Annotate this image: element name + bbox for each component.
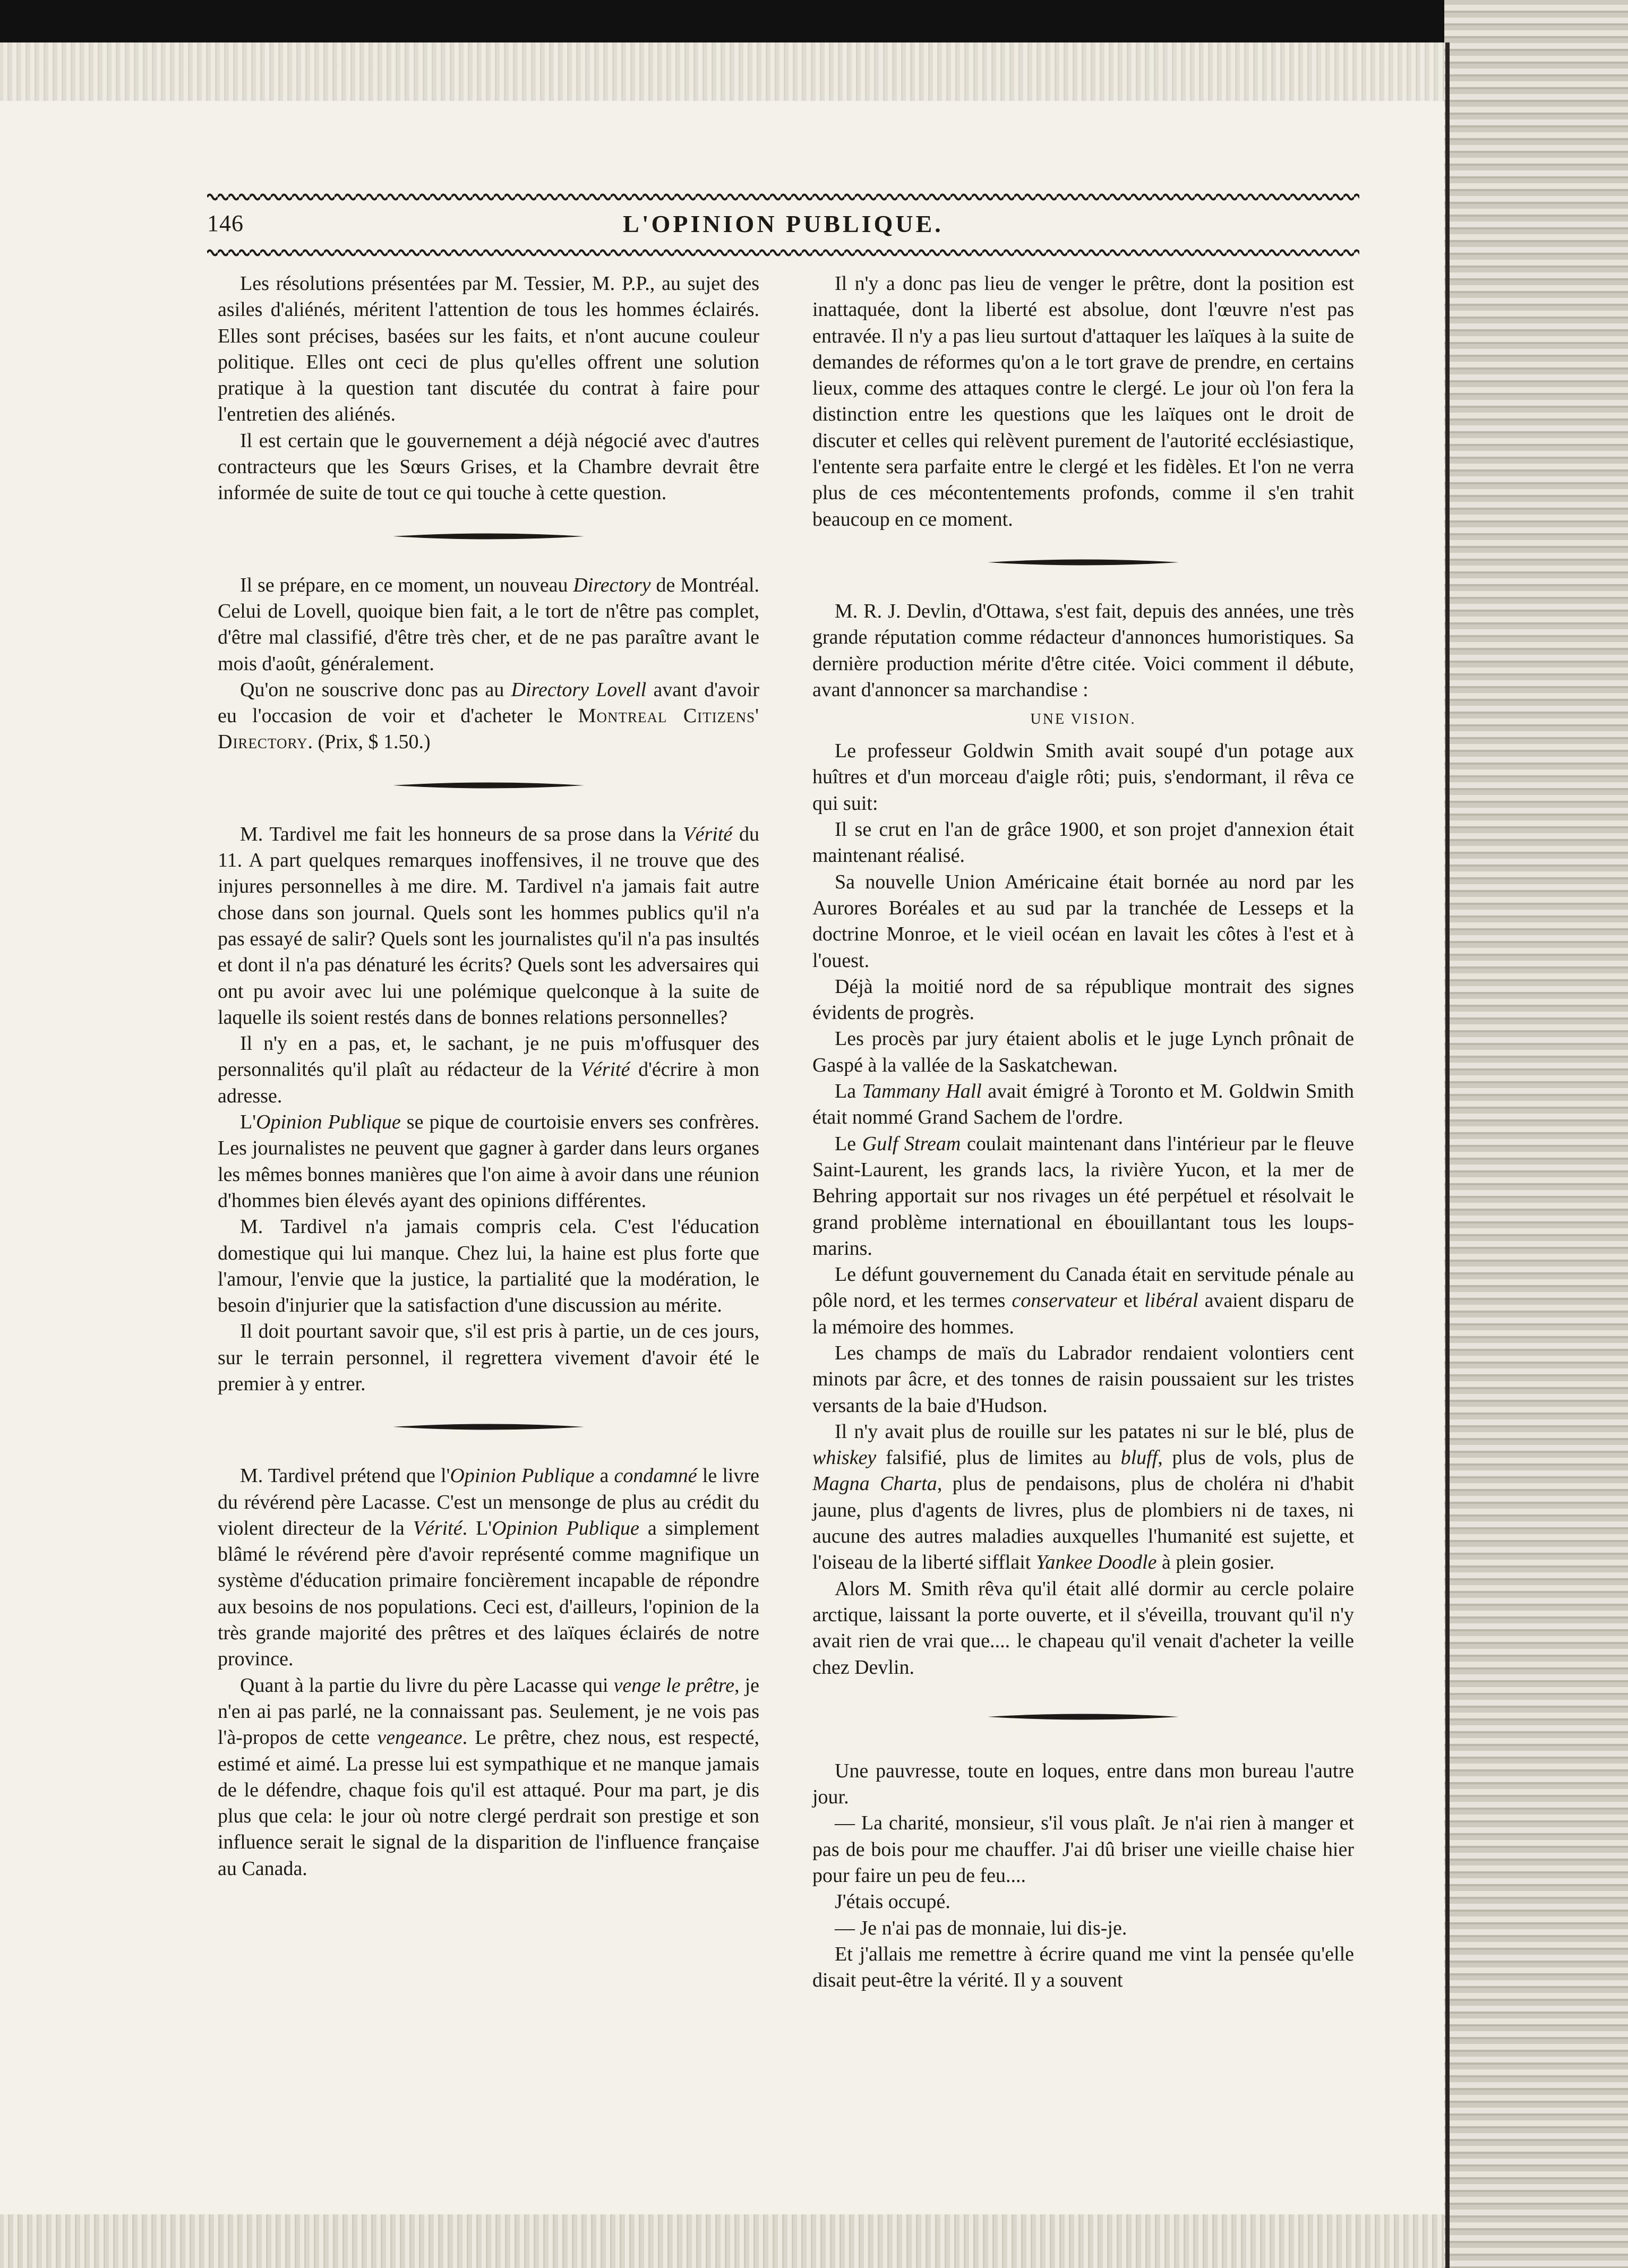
section-separator	[218, 507, 759, 572]
vision-paragraph: Les procès par jury étaient abolis et le juge Lynch prônait de Gaspé à la vallée de la Saskatchewan.	[812, 1028, 1354, 1076]
paragraph-devlin: M. R. J. Devlin, d'Ottawa, s'est fait, depuis des années, une très grande réputation comme rédacteur d'annonces humoristiques. Sa dernière production mérite d'être citée. Voici comment il débute, avant d'annoncer sa marchandise :	[812, 600, 1354, 701]
paragraph-dialogue: — Je n'ai pas de monnaie, lui dis-je.	[835, 1916, 1127, 1939]
vision-paragraph: Le Gulf Stream coulait maintenant dans l'intérieur par le fleuve Saint-Laurent, les grands lacs, la rivière Yucon, et la mer de Behring apportait sur nos rivages un été perpétuel et résolvait le grand problème international en ébouillantant tous les loups-marins.	[812, 1132, 1355, 1260]
vision-paragraph: Le professeur Goldwin Smith avait soupé d'un potage aux huîtres et d'un morceau d'aigle rôti; puis, s'endormant, il rêva ce qui suit:	[812, 740, 1354, 815]
scan-right-edge	[1444, 0, 1628, 2268]
wavy-rule-top	[207, 191, 1359, 203]
vision-paragraph: Le défunt gouvernement du Canada était en servitude pénale au pôle nord, et les termes conservateur et libéral avaient disparu de la mémoire des hommes.	[812, 1263, 1354, 1338]
paragraph-directory: Il se prépare, en ce moment, un nouveau Directory de Montréal. Celui de Lovell, quoique bien fait, a le tort de n'être pas complet, d'être mal classifié, d'être très cher, et de ne pas paraître avant le mois d'août, généralement.	[218, 574, 759, 675]
subhead-une-vision: UNE VISION.	[1030, 711, 1136, 728]
vision-paragraph: Sa nouvelle Union Américaine était bornée au nord par les Aurores Boréales et au sud par la tranchée de Lesseps et la doctrine Monroe, et le vieil océan en lavait les côtes à l'est et à l'ouest.	[812, 870, 1354, 972]
vision-paragraph: Il se crut en l'an de grâce 1900, et son projet d'annexion était maintenant réalisé.	[812, 818, 1354, 867]
scan-top-grain	[0, 42, 1628, 101]
paragraph-directory-lovell: Qu'on ne souscrive donc pas au Directory Lovell avant d'avoir eu l'occasion de voir et d'acheter le Montreal Citizens' Directory. (Prix, $ 1.50.)	[218, 678, 759, 754]
paragraph-soeurs-grises: Il est certain que le gouvernement a déjà négocié avec d'autres contracteurs que les Sœurs Grises, et la Chambre devrait être informée de suite de tout ce qui touche à cette question.	[218, 429, 759, 504]
section-separator	[218, 756, 759, 821]
left-column	[218, 271, 759, 1882]
paragraph-education: M. Tardivel n'a jamais compris cela. C'est l'éducation domestique qui lui manque. Chez lui, la haine est plus forte que l'amour, l'envie que la justice, la partialité que la modération, le besoin d'injurier que la satisfaction d'une discussion au mérite.	[218, 1216, 759, 1317]
journal-title: L'OPINION PUBLIQUE.	[623, 210, 944, 237]
vision-paragraph: Déjà la moitié nord de sa république montrait des signes évidents de progrès.	[812, 975, 1354, 1024]
paragraph-tardivel-personnalites: Il n'y en a pas, et, le sachant, je ne puis m'offusquer des personnalités qu'il plaît au rédacteur de la Vérité d'écrire à mon adresse.	[218, 1032, 759, 1107]
paragraph-dialogue: Et j'allais me remettre à écrire quand me vint la pensée qu'elle disait peut-être la vérité. Il y a souvent	[812, 1942, 1354, 1992]
section-separator	[812, 1681, 1354, 1758]
paragraph-pauvresse: Une pauvresse, toute en loques, entre dans mon bureau l'autre jour.	[812, 1759, 1354, 1809]
page-header	[207, 210, 1359, 244]
scan-bottom-edge	[0, 2214, 1444, 2268]
scan-right-border	[1445, 42, 1450, 2268]
paragraph-courtoisie: L'Opinion Publique se pique de courtoisie envers ses confrères. Les journalistes ne peuvent que gagner à garder dans leurs organes les mêmes bonnes manières que l'on aime à avoir dans une réunion d'hommes bien élevés ayant des opinions différentes.	[218, 1111, 759, 1212]
right-column	[812, 271, 1354, 1994]
section-separator	[812, 533, 1354, 598]
vision-paragraph: Les champs de maïs du Labrador rendaient volontiers cent minots par âcre, et des tonnes de raisin poussaient sur les tristes versants de la baie d'Hudson.	[812, 1341, 1354, 1417]
paragraph-dialogue: — La charité, monsieur, s'il vous plaît. Je n'ai rien à manger et pas de bois pour me chauffer. J'ai dû briser une vieille chaise hier pour faire un peu de feu....	[812, 1812, 1354, 1887]
paragraph-venge-le-pretre: Quant à la partie du livre du père Lacasse qui venge le prêtre, je n'en ai pas parlé, ne la connaissant pas. Seulement, je ne vois pas l'à-propos de cette vengeance. Le prêtre, chez nous, est respecté, estimé et aimé. La presse lui est sympathique et ne manque jamais de le défendre, chaque fois qu'il est attaqué. Pour ma part, je dis plus que cela: le jour où notre clergé perdrait son prestige et son influence serait le signal de la disparition de l'influence française au Canada.	[218, 1674, 759, 1880]
scan-top-edge	[0, 0, 1628, 42]
vision-paragraph: Il n'y avait plus de rouille sur les patates ni sur le blé, plus de whiskey falsifié, plus de limites au bluff, plus de vols, plus de Magna Charta, plus de pendaisons, plus de choléra ni d'habit jaune, plus d'agents de livres, plus de plombiers ni de taxes, ni aucune des autres maladies auxquelles l'humanité est sujette, et l'oiseau de la liberté sifflait Yankee Doodle à plein gosier.	[812, 1420, 1354, 1574]
paragraph-avertissement: Il doit pourtant savoir que, s'il est pris à partie, un de ces jours, sur le terrain personnel, il regrettera vivement d'avoir été le premier à y entrer.	[218, 1320, 759, 1395]
page-number: 146	[207, 210, 244, 236]
paragraph-tardivel-prose: M. Tardivel me fait les honneurs de sa prose dans la Vérité du 11. A part quelques remarques inoffensives, il ne trouve que des injures personnelles à me dire. M. Tardivel n'a jamais fait autre chose dans son journal. Quels sont les hommes publics qu'il n'a pas essayé de salir? Quels sont les journalistes qu'il n'a pas insultés et dont il n'a pas dénaturé les écrits? Quels sont les adversaires qui ont pu avoir avec lui une polémique quelconque à la suite de laquelle ils soient restés dans de bonnes relations personnelles?	[218, 823, 759, 1029]
vision-paragraph: Alors M. Smith rêva qu'il était allé dormir au cercle polaire arctique, laissant la porte ouverte, et il s'éveilla, trouvant qu'il n'y avait rien de vrai que.... le chapeau qu'il venait d'acheter la veille chez Devlin.	[812, 1577, 1354, 1679]
paragraph-lacasse: M. Tardivel prétend que l'Opinion Publique a condamné le livre du révérend père Lacasse. C'est un mensonge de plus au crédit du violent directeur de la Vérité. L'Opinion Publique a simplement blâmé le révérend père d'avoir représenté comme magnifique un système d'éducation primaire foncièrement incapable de répondre aux besoins de nos populations. Ceci est, d'ailleurs, l'opinion de la très grande majorité des prêtres et des laïques éclairés de notre province.	[218, 1465, 759, 1671]
paragraph-laiques: Il n'y a donc pas lieu de venger le prêtre, dont la position est inattaquée, dont la liberté est absolue, dont l'œuvre n'est pas entravée. Il n'y a pas lieu surtout d'attaquer les laïques à la suite de demandes de réformes qu'on a le tort grave de prendre, en certains lieux, comme des attaques contre le clergé. Le jour où l'on fera la distinction entre les questions que les laïques ont le droit de discuter et celles qui relèvent purement de l'autorité ecclésiastique, l'entente sera parfaite entre le clergé et les fidèles. Et l'on ne verra plus de ces mécontentements profonds, comme il s'en trahit beaucoup en ce moment.	[812, 272, 1354, 530]
paragraph-asiles: Les résolutions présentées par M. Tessier, M. P.P., au sujet des asiles d'aliénés, méritent l'attention de tous les hommes éclairés. Elles sont précises, basées sur les faits, et n'ont aucune couleur politique. Elles ont ceci de plus qu'elles offrent une solution pratique à la question tant discutée du contrat à faire pour l'entretien des aliénés.	[218, 272, 759, 426]
paragraph-dialogue: J'étais occupé.	[835, 1890, 950, 1913]
wavy-rule-bottom	[207, 247, 1359, 259]
vision-paragraph: La Tammany Hall avait émigré à Toronto et M. Goldwin Smith était nommé Grand Sachem de l'ordre.	[812, 1080, 1354, 1129]
section-separator	[218, 1397, 759, 1463]
